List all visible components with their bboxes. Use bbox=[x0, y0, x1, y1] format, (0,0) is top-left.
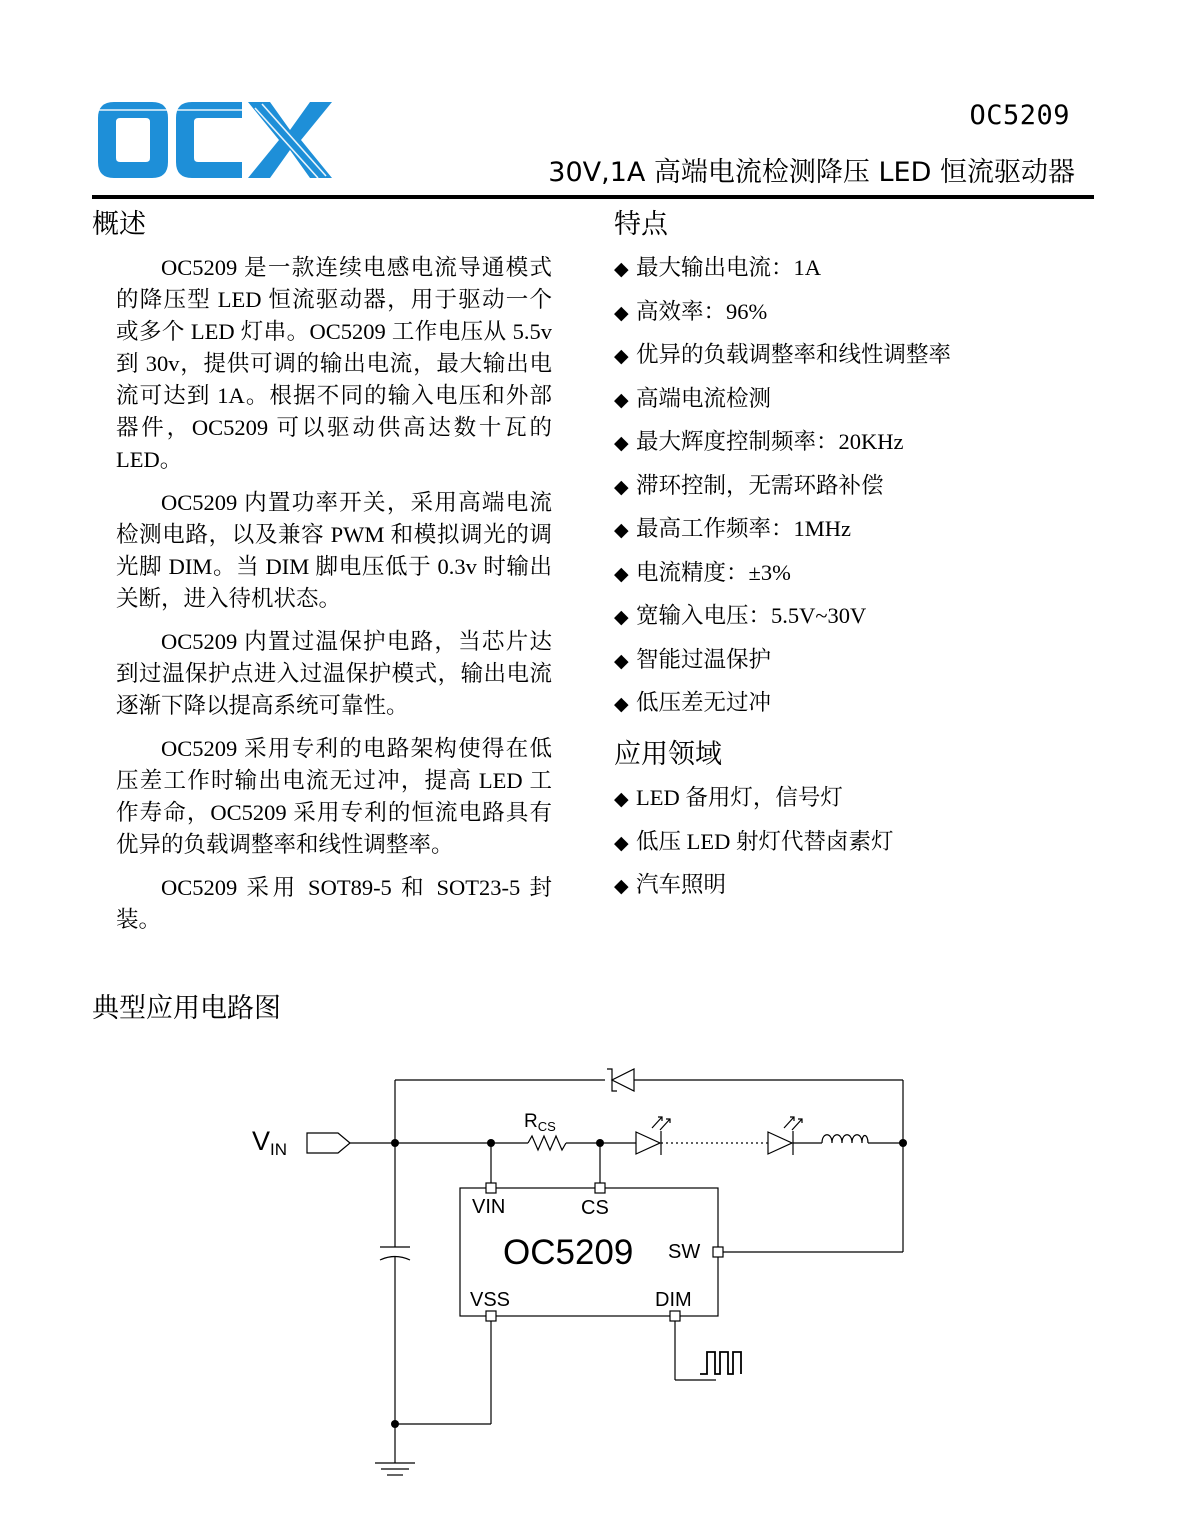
pin-sw-label: SW bbox=[668, 1241, 701, 1263]
list-item: ◆ 高效率：96% bbox=[614, 296, 951, 340]
header-divider bbox=[92, 195, 1094, 199]
overview-heading: 概述 bbox=[92, 209, 146, 240]
list-item: ◆ 电流精度：±3% bbox=[614, 557, 951, 601]
ground-icon bbox=[375, 1463, 415, 1475]
diamond-bullet-icon: ◆ bbox=[614, 345, 629, 367]
led-icon bbox=[636, 1117, 670, 1155]
diamond-bullet-icon: ◆ bbox=[614, 301, 629, 324]
diamond-bullet-icon: ◆ bbox=[614, 258, 629, 280]
list-item: ◆ 优异的负载调整率和线性调整率 bbox=[614, 339, 951, 383]
features-list bbox=[614, 252, 951, 731]
pin-cs-label: CS bbox=[581, 1197, 609, 1219]
diamond-bullet-icon: ◆ bbox=[614, 475, 629, 498]
vin-connector-icon bbox=[307, 1133, 350, 1153]
list-item: ◆ 智能过温保护 bbox=[614, 644, 951, 688]
document-subtitle: 30V,1A 高端电流检测降压 LED 恒流驱动器 bbox=[548, 157, 1075, 188]
overview-paragraph-3: OC5209 内置过温保护电路，当芯片达到过温保护点进入过温保护模式，输出电流逐渐下降以提高系统可靠性。 bbox=[116, 629, 552, 718]
pin-vin-label: VIN bbox=[472, 1196, 506, 1218]
chip-name: OC5209 bbox=[503, 1233, 634, 1272]
overview-body bbox=[116, 252, 552, 947]
diamond-bullet-icon: ◆ bbox=[614, 519, 629, 541]
diamond-bullet-icon: ◆ bbox=[614, 562, 629, 585]
list-item: ◆ 滞环控制，无需环路补偿 bbox=[614, 470, 951, 514]
overview-paragraph-2: OC5209 内置功率开关，采用高端电流检测电路，以及兼容 PWM 和模拟调光的调光脚 DIM。当 DIM 脚电压低于 0.3v 时输出关断，进入待机状态。 bbox=[116, 490, 552, 611]
rcs-label: $R_{CS}$ bbox=[524, 1111, 556, 1134]
pwm-signal-icon bbox=[700, 1352, 741, 1374]
diamond-bullet-icon: ◆ bbox=[614, 606, 629, 628]
resistor-icon bbox=[528, 1136, 566, 1150]
list-item: ◆ 低压 LED 射灯代替卤素灯 bbox=[614, 826, 894, 870]
diamond-bullet-icon: ◆ bbox=[614, 788, 629, 810]
features-heading: 特点 bbox=[614, 209, 668, 240]
diamond-bullet-icon: ◆ bbox=[614, 831, 629, 854]
schottky-diode-icon bbox=[607, 1069, 634, 1091]
list-item: ◆ 最大输出电流：1A bbox=[614, 252, 951, 296]
part-number: OC5209 bbox=[969, 100, 1070, 131]
vin-label: VIN bbox=[252, 1126, 288, 1159]
overview-paragraph-5: OC5209 采用 SOT89-5 和 SOT23-5 封装。 bbox=[116, 875, 552, 932]
list-item: ◆ 最大辉度控制频率：20KHz bbox=[614, 426, 951, 470]
list-item: ◆ 汽车照明 bbox=[614, 869, 894, 913]
circuit-heading: 典型应用电路图 bbox=[92, 993, 281, 1024]
typical-application-circuit bbox=[0, 1050, 1200, 1490]
list-item: ◆ 宽输入电压：5.5V~30V bbox=[614, 600, 951, 644]
ocx-logo bbox=[92, 100, 334, 180]
diamond-bullet-icon: ◆ bbox=[614, 388, 629, 411]
led-icon bbox=[768, 1117, 802, 1155]
overview-paragraph-1: OC5209 是一款连续电感电流导通模式的降压型 LED 恒流驱动器，用于驱动一个或多个 LED 灯串。OC5209 工作电压从 5.5v 到 30v，提供可调的输出电流，最大输出电流可达到 1A。根据不同的输入电压和外部器件，OC5209 可以驱动供高达数十瓦的 LED。 bbox=[116, 255, 552, 472]
list-item: ◆ 最高工作频率：1MHz bbox=[614, 513, 951, 557]
pin-vss-label: VSS bbox=[470, 1289, 511, 1311]
diamond-bullet-icon: ◆ bbox=[614, 693, 629, 715]
diamond-bullet-icon: ◆ bbox=[614, 432, 629, 454]
overview-paragraph-4: OC5209 采用专利的电路架构使得在低压差工作时输出电流无过冲，提高 LED 工作寿命，OC5209 采用专利的恒流电路具有优异的负载调整率和线性调整率。 bbox=[116, 736, 552, 857]
applications-list bbox=[614, 782, 894, 913]
list-item: ◆ 低压差无过冲 bbox=[614, 687, 951, 731]
diamond-bullet-icon: ◆ bbox=[614, 649, 629, 672]
applications-heading: 应用领域 bbox=[614, 739, 722, 770]
list-item: ◆ LED 备用灯，信号灯 bbox=[614, 782, 894, 826]
pin-dim-label: DIM bbox=[655, 1289, 692, 1311]
diamond-bullet-icon: ◆ bbox=[614, 875, 629, 897]
inductor-icon bbox=[822, 1135, 868, 1143]
list-item: ◆ 高端电流检测 bbox=[614, 383, 951, 427]
